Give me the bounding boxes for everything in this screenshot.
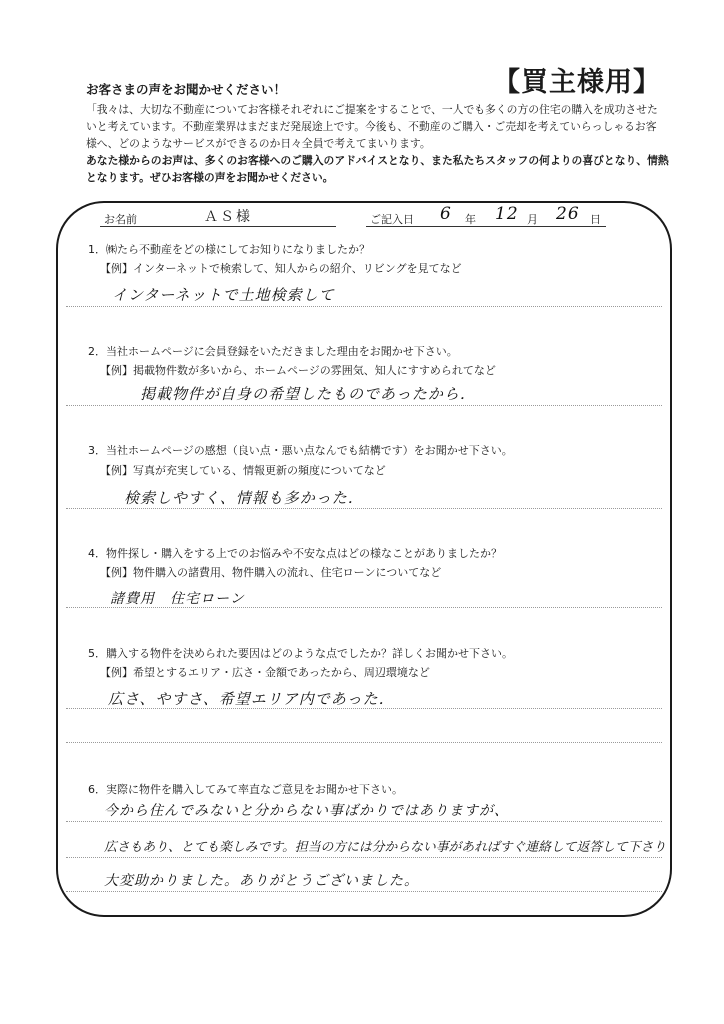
example-1: 【例】インターネットで検索して、知人からの紹介、リビングを見てなど [100, 262, 462, 275]
answer-line [66, 857, 662, 858]
answer-2: 掲載物件が自身の希望したものであったから． [140, 385, 476, 403]
answer-6-line-2: 広さもあり、とても楽しみです。担当の方には分からない事があればすぐ連絡して返答して下さり [104, 840, 667, 855]
name-value: ＡＳ様 [204, 209, 252, 225]
name-label: お名前 [104, 213, 137, 226]
question-1: 1．㈱たら不動産をどの様にしてお知りになりましたか？ [88, 243, 370, 256]
example-5: 【例】希望とするエリア・広さ・金額であったから、周辺環境など [100, 666, 430, 679]
answer-line [66, 405, 662, 406]
question-2: 2．当社ホームページに会員登録をいただきました理由をお聞かせ下さい。 [88, 345, 458, 358]
answer-line [66, 607, 662, 608]
answer-line [66, 508, 662, 509]
month-value: 12 [495, 204, 519, 224]
answer-line [66, 821, 662, 822]
answer-line [66, 306, 662, 307]
date-label: ご記入日 [370, 213, 414, 226]
answer-6-line-3: 大変助かりました。ありがとうございました。 [104, 873, 419, 889]
day-value: 26 [556, 204, 580, 224]
buyer-badge: 【買主様用】 [493, 67, 661, 98]
example-4: 【例】物件購入の諸費用、物件購入の流れ、住宅ローンについてなど [100, 566, 442, 579]
year-value: 6 [440, 204, 452, 224]
answer-line [66, 742, 662, 743]
question-4: 4．物件探し・購入をする上でのお悩みや不安な点はどの様なことがありましたか？ [88, 547, 502, 560]
intro-request-text: あなた様からのお声は、多くのお客様へのご購入のアドバイスとなり、また私たちスタッフの何よりの喜びとなり、情熱となります。ぜひお客様の声をお聞かせください。 [86, 154, 669, 184]
answer-3: 検索しやすく、情報も多かった． [124, 489, 364, 507]
answer-line [66, 708, 662, 709]
intro-text: 「我々は、大切な不動産についてお客様それぞれにご提案をすることで、一人でも多くの方の住宅の購入を成功させたいと考えています。不動産業界はまだまだ発展途上です。今後も、不動産のご購入・ご売却を考えていらっしゃるお客様へ、どのようなサービスができるのか日々全員で考えてまいります。 [86, 103, 658, 150]
day-label: 日 [590, 213, 601, 226]
question-3: 3．当社ホームページの感想（良い点・悪い点なんでも結構です）をお聞かせ下さい。 [88, 444, 513, 457]
example-3: 【例】写真が充実している、情報更新の頻度についてなど [100, 464, 386, 477]
answer-1: インターネットで土地検索して [112, 286, 335, 304]
page-title: お客さまの声をお聞かせください！ [86, 82, 287, 97]
year-label: 年 [465, 213, 476, 226]
answer-6-line-1: 今から住んでみないと分からない事ばかりではありますが、 [104, 803, 509, 819]
example-2: 【例】掲載物件数が多いから、ホームページの雰囲気、知人にすすめられてなど [100, 364, 496, 377]
answer-4: 諸費用 住宅ローン [110, 591, 245, 607]
answer-5: 広さ、やすさ、希望エリア内であった． [108, 690, 395, 708]
month-label: 月 [527, 213, 538, 226]
question-6: 6．実際に物件を購入してみて率直なご意見をお聞かせ下さい。 [88, 783, 403, 796]
question-5: 5．購入する物件を決められた要因はどのような点でしたか？詳しくお聞かせ下さい。 [88, 647, 513, 660]
answer-line [66, 891, 662, 892]
